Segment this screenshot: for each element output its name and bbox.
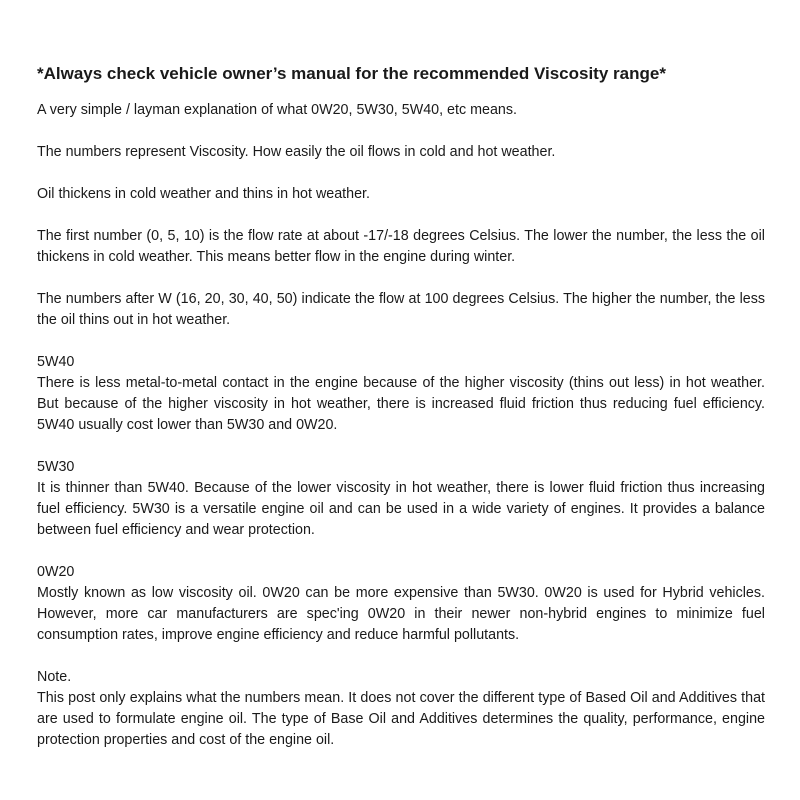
grade-title: 0W20 bbox=[37, 564, 75, 580]
grade-title: 5W30 bbox=[37, 459, 75, 475]
grade-section-5w30 bbox=[37, 457, 765, 541]
numbers-paragraph: The numbers represent Viscosity. How easily the oil flows in cold and hot weather. bbox=[37, 144, 556, 160]
note-body: This post only explains what the numbers mean. It does not cover the different type of Based Oil and Additives that are used to formulate engine oil. The type of Base Oil and Additives determines the quality, performance, engine protection properties and cost of the engine oil. bbox=[37, 690, 765, 748]
note-section bbox=[37, 667, 765, 751]
first-number-paragraph: The first number (0, 5, 10) is the flow rate at about -17/-18 degrees Celsius. The lower the number, the less the oil thickens in cold weather. This means better flow in the engine during winter. bbox=[37, 228, 765, 265]
grade-body: There is less metal-to-metal contact in the engine because of the higher viscosity (thins out less) in hot weather. But because of the higher viscosity in hot weather, there is increased fluid friction thus reducing fuel efficiency. 5W40 usually cost lower than 5W30 and 0W20. bbox=[37, 375, 765, 433]
grade-section-5w40 bbox=[37, 352, 765, 436]
grade-section-0w20 bbox=[37, 562, 765, 646]
grade-body: It is thinner than 5W40. Because of the lower viscosity in hot weather, there is lower fluid friction thus increasing fuel efficiency. 5W30 is a versatile engine oil and can be used in a wide variety of engines. It provides a balance between fuel efficiency and wear protection. bbox=[37, 480, 765, 538]
thickens-paragraph: Oil thickens in cold weather and thins in hot weather. bbox=[37, 186, 370, 202]
document bbox=[37, 62, 765, 772]
note-title: Note. bbox=[37, 669, 72, 685]
intro-paragraph: A very simple / layman explanation of what 0W20, 5W30, 5W40, etc means. bbox=[37, 102, 517, 118]
after-w-paragraph: The numbers after W (16, 20, 30, 40, 50) indicate the flow at 100 degrees Celsius. The higher the number, the less the oil thins out in hot weather. bbox=[37, 291, 765, 328]
page-title: *Always check vehicle owner’s manual for the recommended Viscosity range* bbox=[37, 64, 666, 83]
grade-body: Mostly known as low viscosity oil. 0W20 can be more expensive than 5W30. 0W20 is used for Hybrid vehicles. However, more car manufacturers are spec'ing 0W20 in their newer non-hybrid engines to minimize fuel consumption rates, improve engine efficiency and reduce harmful pollutants. bbox=[37, 585, 765, 643]
grade-title: 5W40 bbox=[37, 354, 75, 370]
